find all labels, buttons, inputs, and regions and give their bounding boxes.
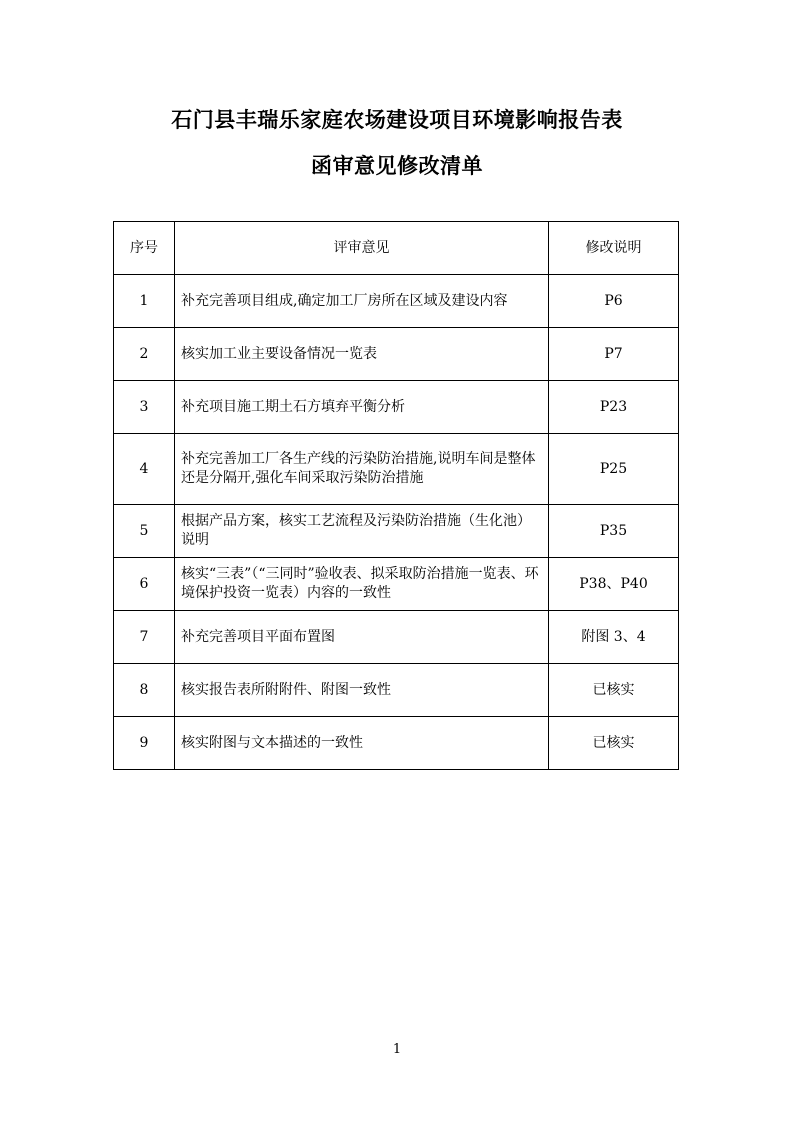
table-row [114,611,679,664]
table-row [114,328,679,381]
document-subtitle: 函审意见修改清单 [311,154,483,178]
row-number: 6 [114,558,175,611]
row-comment: 核实“三表”（“三同时”验收表、拟采取防治措施一览表、环境保护投资一览表）内容的一致性 [175,558,549,611]
table-row [114,505,679,558]
table-row [114,558,679,611]
row-note: P23 [549,381,679,434]
row-note: P38、P40 [549,558,679,611]
row-number: 7 [114,611,175,664]
row-number: 4 [114,434,175,505]
header-review-comment: 评审意见 [175,222,549,275]
row-comment: 补充完善加工厂各生产线的污染防治措施,说明车间是整体还是分隔开,强化车间采取污染防治措施 [175,434,549,505]
row-comment: 补充项目施工期土石方填弃平衡分析 [175,381,549,434]
row-comment: 补充完善项目组成,确定加工厂房所在区域及建设内容 [175,275,549,328]
table-row [114,434,679,505]
row-comment: 补充完善项目平面布置图 [175,611,549,664]
header-serial-number: 序号 [114,222,175,275]
row-note: P25 [549,434,679,505]
row-number: 8 [114,664,175,717]
row-note: 已核实 [549,664,679,717]
review-comments-table [113,221,679,770]
table-row [114,664,679,717]
row-comment: 根据产品方案，核实工艺流程及污染防治措施（生化池）说明 [175,505,549,558]
row-comment: 核实报告表所附附件、附图一致性 [175,664,549,717]
row-number: 9 [114,717,175,770]
row-number: 1 [114,275,175,328]
row-note: 已核实 [549,717,679,770]
row-note: 附图 3、4 [549,611,679,664]
row-note: P35 [549,505,679,558]
row-number: 5 [114,505,175,558]
row-comment: 核实加工业主要设备情况一览表 [175,328,549,381]
row-number: 2 [114,328,175,381]
document-title: 石门县丰瑞乐家庭农场建设项目环境影响报告表 [171,108,623,132]
table-row [114,717,679,770]
row-note: P7 [549,328,679,381]
table-row [114,381,679,434]
header-revision-note: 修改说明 [549,222,679,275]
row-comment: 核实附图与文本描述的一致性 [175,717,549,770]
row-number: 3 [114,381,175,434]
table-header-row [114,222,679,275]
page-number: 1 [392,1042,402,1057]
table-row [114,275,679,328]
row-note: P6 [549,275,679,328]
